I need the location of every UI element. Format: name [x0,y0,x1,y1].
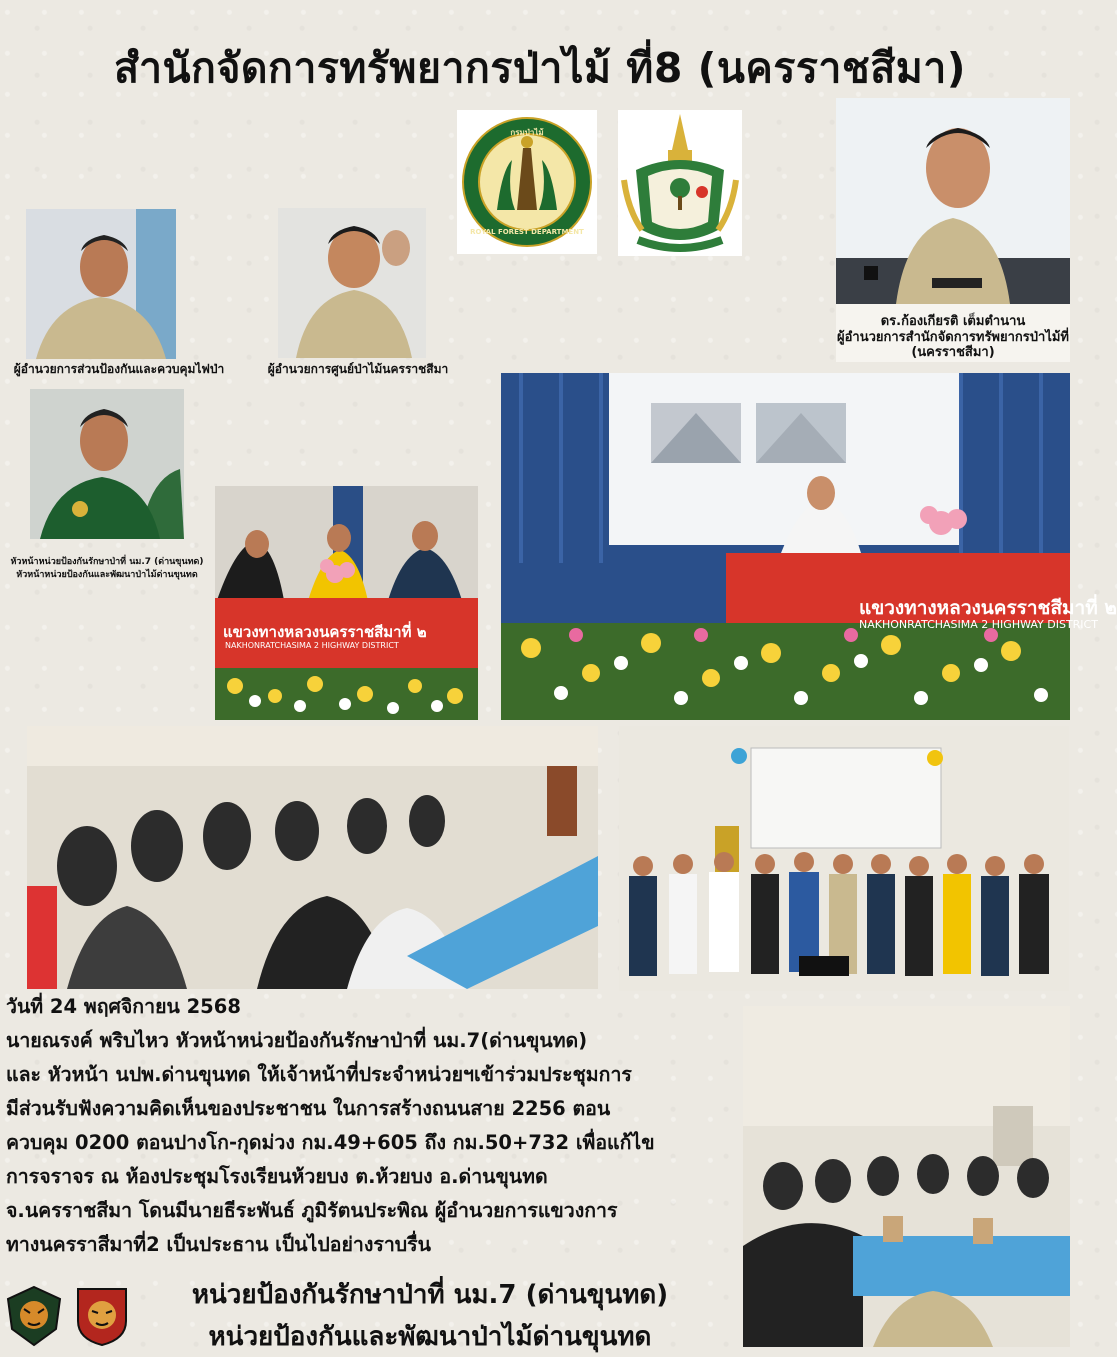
report-line: และ หัวหน้า นปพ.ด่านขุนทด ให้เจ้าหน้าที่ประจำหน่วยฯเข้าร่วมประชุมการ [6,1063,632,1086]
fire-control-director-photo [26,209,176,359]
stage-banner-thai: แขวงทางหลวงนครราชสีมาที่ ๒ [859,597,1117,619]
report-line: การจราจร ณ ห้องประชุมโรงเรียนห้วยบง ต.ห้วยบง อ.ด่านขุนทด [6,1165,548,1188]
report-line: นายณรงค์ พริบไหว หัวหน้าหน่วยป้องกันรักษาป่าที่ นม.7(ด่านขุนทด) [6,1029,588,1052]
tiger-unit-badge-icon [4,1285,64,1347]
report-line: จ.นครราชสีมา โดนมีนายธีระพันธ์ ภูมิรัตนประพิณ ผู้อำนวยการแขวงการ [6,1199,618,1222]
meeting-room-photo [743,1006,1070,1347]
nakhon-ratchasima-provincial-emblem-icon [618,110,742,256]
director-photo [836,98,1070,304]
tiger-shield-badge [74,1285,130,1347]
forest-dept-logo [457,110,597,254]
unit-head-caption-1: หัวหน้าหน่วยป้องกันรักษาป่าที่ นม.7 (ด่านขุนทด) [10,557,204,567]
panel-banner-thai: แขวงทางหลวงนครราชสีมาที่ ๒ [223,623,427,641]
province-logo [618,110,742,256]
report-line: ทางนครราสีมาที่2 เป็นประธาน เป็นไปอย่างราบรื่น [6,1233,431,1256]
group-photo [619,726,1069,991]
tiger-shield-badge-icon [74,1285,130,1347]
footer-unit-name-1: หน่วยป้องกันรักษาป่าที่ นม.7 (ด่านขุนทด) [191,1280,669,1310]
stage-banner-english: NAKHONRATCHASIMA 2 HIGHWAY DISTRICT [859,618,1098,631]
seal-top-text: กรมป่าไม้ [510,128,544,137]
director-province: (นครราชสีมา) [911,345,995,360]
seal-ring-text: ROYAL FOREST DEPARTMENT [470,228,584,236]
audience-photo [27,726,598,989]
report-text [6,990,741,1262]
tiger-unit-badge [4,1285,64,1347]
footer-unit-name-2: หน่วยป้องกันและพัฒนาป่าไม้ด่านขุนทด [208,1322,652,1352]
report-line: มีส่วนรับฟังความคิดเห็นของประชาชน ในการสร้างถนนสาย 2256 ตอน [6,1097,611,1120]
unit-head-photo [30,389,184,539]
forest-center-caption: ผู้อำนวยการศูนย์ป่าไม้นครราชสีมา [267,362,449,376]
fire-control-caption: ผู้อำนวยการส่วนป้องกันและควบคุมไฟป่า [13,362,225,376]
page-title: สำนักจัดการทรัพยากรป่าไม้ ที่8 (นครราชสีมา) [113,44,967,92]
panel-banner-english: NAKHONRATCHASIMA 2 HIGHWAY DISTRICT [225,641,399,650]
director-name: ดร.ก้องเกียรติ เต็มตำนาน [880,314,1026,329]
director-title: ผู้อำนวยการสำนักจัดการทรัพยากรป่าไม้ที่ [836,330,1069,345]
presentation-stage-photo [501,373,1117,720]
report-date: วันที่ 24 พฤศจิกายน 2568 [6,995,241,1018]
forest-center-director-photo [278,208,426,358]
unit-head-caption-2: หัวหน้าหน่วยป้องกันและพัฒนาป่าไม้ด่านขุนทด [16,570,198,580]
report-line: ควบคุม 0200 ตอนปางโก-กุดม่วง กม.49+605 ถึง กม.50+732 เพื่อแก้ไข [6,1131,655,1154]
panel-table-photo [215,486,478,720]
